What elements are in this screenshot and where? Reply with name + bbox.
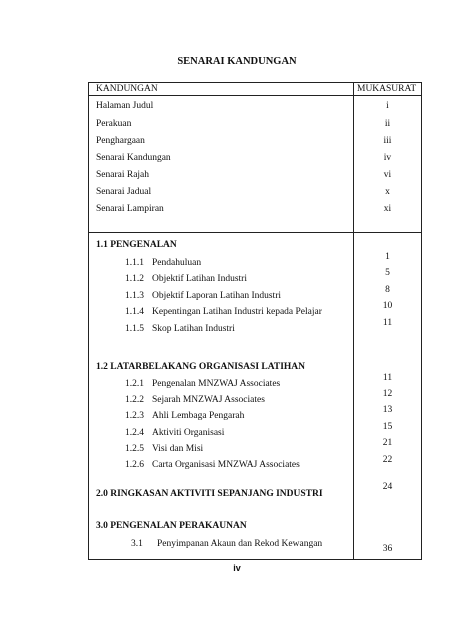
toc-entry-label: Senarai Jadual	[96, 187, 152, 197]
toc-subentry-page: 8	[385, 285, 390, 295]
toc-subentry-number: 1.1.1	[125, 258, 144, 268]
toc-entry-page: vi	[383, 170, 392, 180]
toc-subentry-label: Ahli Lembaga Pengarah	[152, 411, 245, 421]
toc-entry-label: Perakuan	[96, 119, 132, 129]
toc-subentry-label: Pengenalan MNZWAJ Associates	[152, 379, 281, 389]
toc-subentry-page: 22	[382, 455, 393, 465]
toc-subentry-label: Kepentingan Latihan Industri kepada Pelajar	[152, 307, 322, 317]
toc-subentry-label: Carta Organisasi MNZWAJ Associates	[152, 460, 300, 470]
toc-subentry-number: 1.2.1	[125, 379, 144, 389]
toc-entry-page: iv	[383, 153, 392, 163]
toc-subentry-label: Objektif Laporan Latihan Industri	[152, 291, 282, 301]
toc-subentry-page: 36	[382, 544, 393, 554]
toc-entry-page: iii	[383, 136, 392, 146]
toc-subentry-label: Penyimpanan Akaun dan Rekod Kewangan	[157, 539, 323, 549]
toc-subentry-page: 10	[382, 301, 393, 311]
toc-subentry-label: Skop Latihan Industri	[152, 324, 235, 334]
toc-subentry-page: 12	[382, 389, 393, 399]
toc-entry-page: ii	[384, 119, 391, 129]
toc-entry-page: xi	[383, 204, 392, 214]
toc-subentry-number: 1.2.2	[125, 395, 144, 405]
toc-subentry-label: Objektif Latihan Industri	[152, 274, 247, 284]
toc-entry-label: Senarai Rajah	[96, 170, 150, 180]
section-heading: 1.2 LATARBELAKANG ORGANISASI LATIHAN	[96, 362, 306, 372]
toc-subentry-number: 1.2.5	[125, 444, 144, 454]
section-divider	[88, 232, 422, 233]
toc-entry-label: Penghargaan	[96, 136, 145, 146]
section-heading: 2.0 RINGKASAN AKTIVITI SEPANJANG INDUSTRI	[96, 489, 323, 499]
section-heading: 1.1 PENGENALAN	[96, 240, 177, 250]
header-page: MUKASURAT	[357, 84, 417, 94]
toc-subentry-page: 11	[382, 318, 393, 328]
toc-subentry-page: 11	[382, 373, 393, 383]
header-divider	[88, 95, 422, 96]
toc-subentry-number: 1.2.6	[125, 460, 144, 470]
toc-subentry-number: 1.1.5	[125, 324, 144, 334]
toc-subentry-number: 1.1.2	[125, 274, 144, 284]
page-title: SENARAI KANDUNGAN	[177, 56, 297, 67]
toc-subentry-label: Aktiviti Organisasi	[152, 428, 225, 438]
toc-subentry-number: 1.2.3	[125, 411, 144, 421]
page-number: iv	[233, 563, 241, 573]
toc-subentry-page: 15	[382, 422, 393, 432]
toc-entry-label: Senarai Kandungan	[96, 153, 171, 163]
toc-entry-label: Senarai Lampiran	[96, 204, 164, 214]
toc-entry-page: i	[386, 101, 389, 111]
toc-subentry-label: Sejarah MNZWAJ Associates	[152, 395, 265, 405]
toc-entry-page: x	[385, 187, 390, 197]
toc-subentry-number: 3.1	[131, 539, 143, 549]
toc-subentry-number: 1.1.3	[125, 291, 144, 301]
toc-subentry-number: 1.2.4	[125, 428, 144, 438]
toc-subentry-page: 13	[382, 405, 393, 415]
toc-subentry-label: Visi dan Misi	[152, 444, 204, 454]
toc-subentry-page: 5	[385, 268, 390, 278]
header-content: KANDUNGAN	[96, 84, 158, 94]
section-heading: 3.0 PENGENALAN PERAKAUNAN	[96, 521, 247, 531]
toc-subentry-page: 21	[382, 438, 393, 448]
toc-subentry-number: 1.1.4	[125, 307, 144, 317]
toc-subentry-label: Pendahuluan	[152, 258, 202, 268]
toc-entry-label: Halaman Judul	[96, 101, 154, 111]
toc-entry-page: 24	[382, 482, 393, 492]
toc-subentry-page: 1	[385, 252, 390, 262]
